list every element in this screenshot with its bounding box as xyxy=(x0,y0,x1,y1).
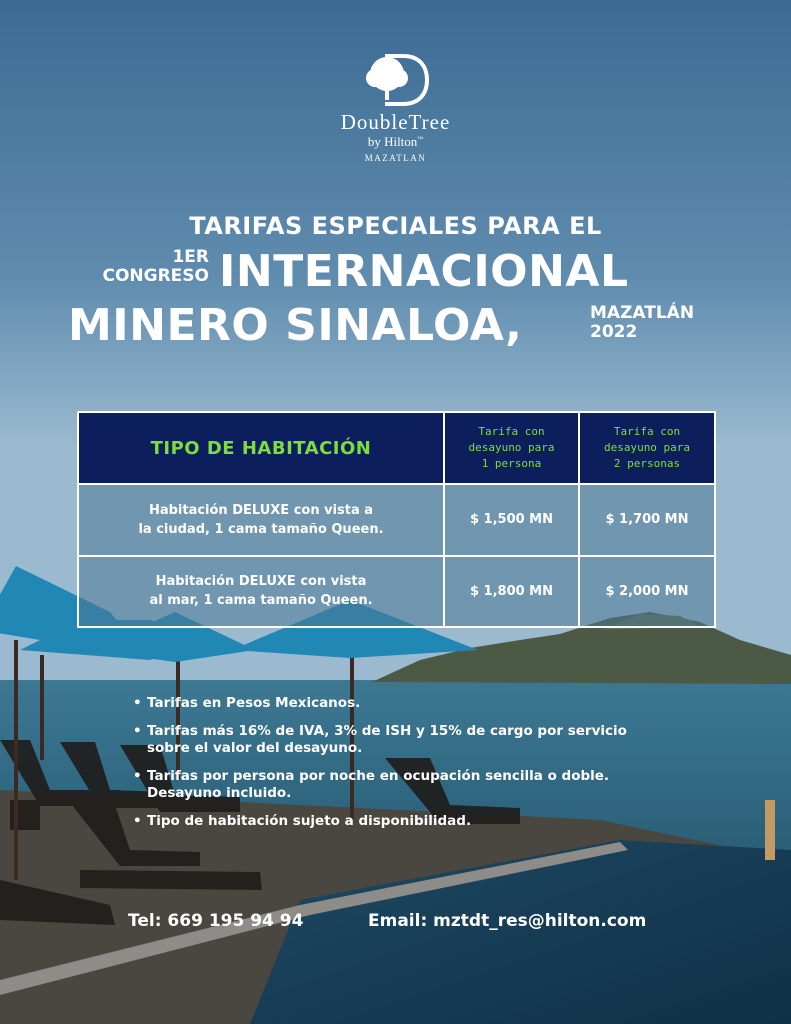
bullet-icon: • xyxy=(133,695,142,711)
table-row xyxy=(78,484,715,556)
headline-suffix: MAZATLÁN 2022 xyxy=(590,303,695,342)
headline-minero-sinaloa: MINERO SINALOA, xyxy=(68,300,523,351)
bullet-icon: • xyxy=(133,723,142,739)
header-rate-double: Tarifa con desayuno para 2 personas xyxy=(579,412,715,484)
table-row xyxy=(78,556,715,628)
bullet-icon: • xyxy=(133,768,142,784)
list-item: • Tipo de habitación sujeto a disponibilidad. xyxy=(133,813,472,829)
list-item: • Tarifas por persona por noche en ocupación sencilla o doble. Desayuno incluido. xyxy=(133,768,610,801)
price-double: $ 2,000 MN xyxy=(579,556,715,628)
header-room-type: TIPO DE HABITACIÓN xyxy=(78,412,444,484)
tree-icon xyxy=(363,52,429,108)
headline-internacional: INTERNACIONAL xyxy=(219,246,629,297)
price-single: $ 1,500 MN xyxy=(444,484,579,556)
brand-location: MAZATLAN xyxy=(364,153,427,163)
price-double: $ 1,700 MN xyxy=(579,484,715,556)
brand-subtitle: by Hilton™ xyxy=(367,134,424,149)
room-description: Habitación DELUXE con vista a la ciudad, 1 cama tamaño Queen. xyxy=(78,484,444,556)
email-contact[interactable]: Email: mztdt_res@hilton.com xyxy=(368,911,647,931)
header-rate-single: Tarifa con desayuno para 1 persona xyxy=(444,412,579,484)
phone-contact[interactable]: Tel: 669 195 94 94 xyxy=(128,911,304,931)
table-header-row xyxy=(78,412,715,484)
rates-table xyxy=(77,411,716,628)
list-item: • Tarifas más 16% de IVA, 3% de ISH y 15% de cargo por servicio sobre el valor del desayuno. xyxy=(133,723,627,756)
headline-line1: TARIFAS ESPECIALES PARA EL xyxy=(189,212,602,240)
hotel-logo xyxy=(0,52,791,163)
bullet-icon: • xyxy=(133,813,142,829)
list-item: • Tarifas en Pesos Mexicanos. xyxy=(133,695,361,711)
room-description: Habitación DELUXE con vista al mar, 1 cama tamaño Queen. xyxy=(78,556,444,628)
headline-prefix: 1ER CONGRESO xyxy=(102,247,209,286)
notes-list xyxy=(133,695,627,841)
price-single: $ 1,800 MN xyxy=(444,556,579,628)
brand-name: DoubleTree xyxy=(340,110,451,134)
